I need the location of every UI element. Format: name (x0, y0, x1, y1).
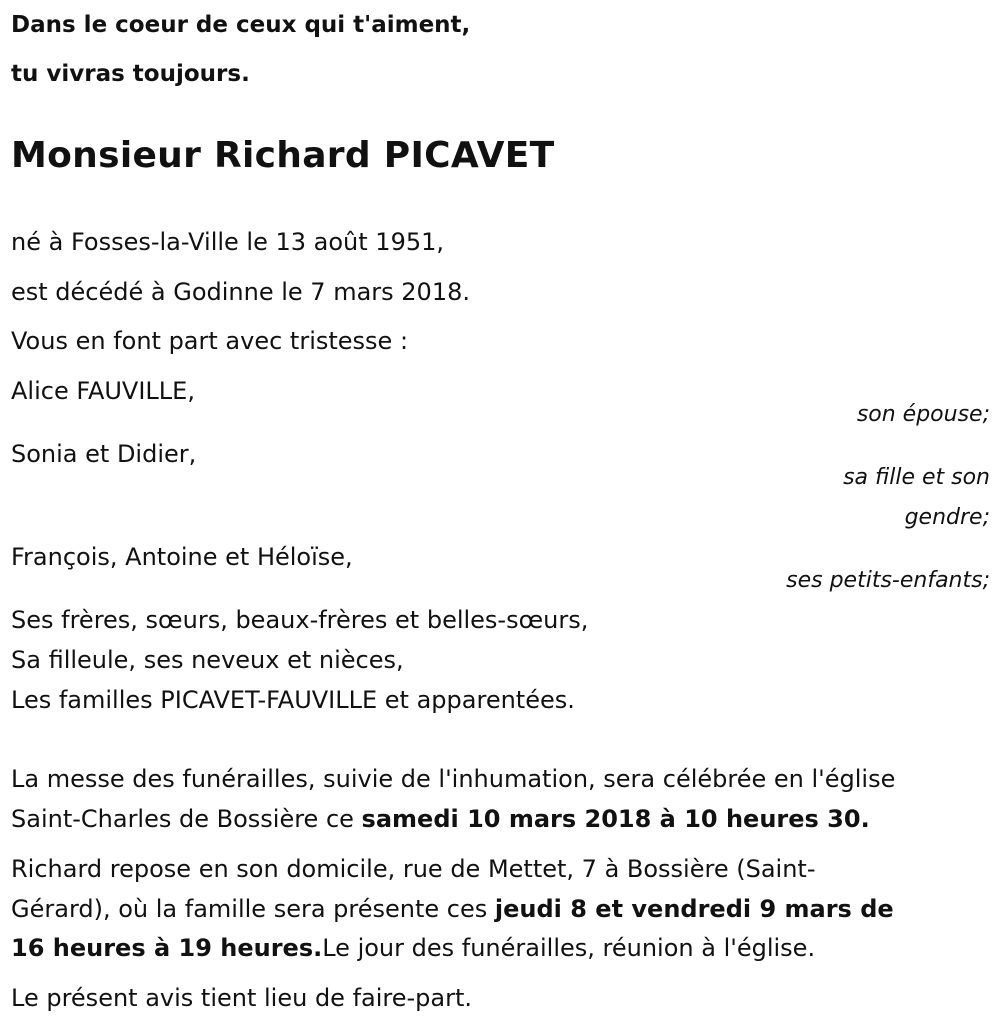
visitation-hours: 16 heures à 19 heures. (11, 934, 323, 962)
funeral-line-2-prefix: Saint-Charles de Bossière ce (11, 805, 362, 833)
visitation-line-3 (11, 934, 815, 962)
quote-line-1: Dans le coeur de ceux qui t'aiment, (11, 12, 471, 38)
funeral-line-2 (11, 805, 870, 833)
relation-daughter-line-2: gendre; (904, 505, 990, 530)
funeral-date: samedi 10 mars 2018 à 10 heures 30. (361, 805, 870, 833)
funeral-line-1: La messe des funérailles, suivie de l'inhumation, sera célébrée en l'église (11, 765, 896, 793)
visitation-line-3-suffix: Le jour des funérailles, réunion à l'église. (322, 934, 816, 962)
visitation-dates: jeudi 8 et vendredi 9 mars de (494, 895, 894, 923)
others-line-1: Ses frères, sœurs, beaux-frères et belles-sœurs, (11, 606, 589, 634)
relation-grandchildren: ses petits-enfants; (786, 568, 990, 593)
quote-line-2: tu vivras toujours. (11, 61, 250, 87)
relation-spouse: son épouse; (856, 402, 990, 427)
birth-line: né à Fosses-la-Ville le 13 août 1951, (11, 228, 445, 256)
others-line-3: Les familles PICAVET-FAUVILLE et apparentées. (11, 686, 575, 714)
visitation-line-2 (11, 895, 894, 923)
family-names-grandchildren: François, Antoine et Héloïse, (11, 543, 353, 571)
closing-line: Le présent avis tient lieu de faire-part. (11, 984, 473, 1012)
announce-line: Vous en font part avec tristesse : (11, 327, 409, 355)
deceased-name: Monsieur Richard PICAVET (11, 135, 555, 176)
visitation-line-1: Richard repose en son domicile, rue de Mettet, 7 à Bossière (Saint- (11, 855, 816, 883)
relation-daughter-line-1: sa fille et son (843, 465, 990, 490)
others-line-2: Sa filleule, ses neveux et nièces, (11, 646, 404, 674)
visitation-line-2-prefix: Gérard), où la famille sera présente ces (11, 895, 495, 923)
death-line: est décédé à Godinne le 7 mars 2018. (11, 278, 470, 306)
family-names-spouse: Alice FAUVILLE, (11, 377, 195, 405)
family-names-daughter: Sonia et Didier, (11, 440, 197, 468)
